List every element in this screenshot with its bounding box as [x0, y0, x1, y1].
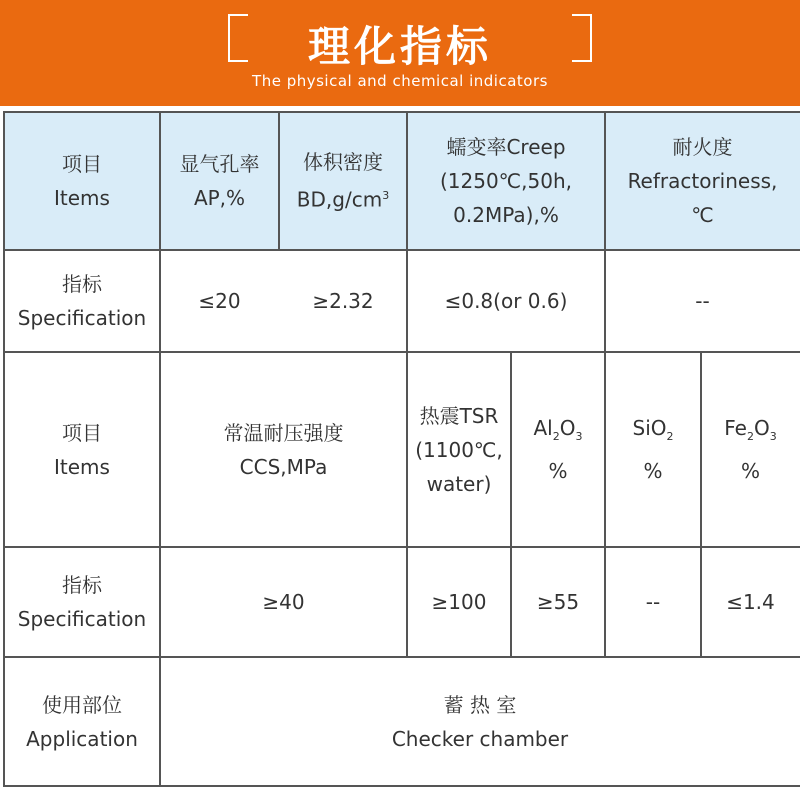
application-label-cn: 使用部位 — [42, 692, 122, 717]
fe2o3-header — [701, 352, 800, 547]
fe2o3-unit: % — [740, 459, 760, 483]
row4-spec-label — [4, 547, 160, 657]
al2o3-part-a: Al — [533, 416, 553, 440]
refractoriness-label-3: ℃ — [691, 203, 714, 227]
grid-line-v-creep — [604, 111, 606, 657]
title-banner — [0, 0, 800, 106]
items-label-en: Items — [54, 186, 110, 210]
al2o3-sub-2: 3 — [575, 430, 583, 443]
al2o3-formula — [534, 411, 583, 454]
application-value — [160, 657, 800, 786]
grid-line-v-sio2 — [700, 351, 702, 657]
al2o3-unit: % — [548, 459, 568, 483]
sio2-header — [605, 352, 701, 547]
ap-label-cn: 显气孔率 — [179, 152, 260, 176]
sio2-formula — [633, 411, 674, 454]
sio2-unit: % — [643, 459, 663, 483]
banner-title: 理化指标 — [307, 22, 492, 71]
tsr-value: ≥100 — [431, 590, 487, 614]
items-label-cn: 项目 — [62, 152, 102, 176]
grid-line-h2 — [4, 351, 800, 353]
sio2-value: -- — [645, 590, 661, 614]
creep-label-2: (1250℃,50h, — [439, 169, 572, 193]
row2-spec-label — [4, 250, 160, 352]
refractoriness-value: -- — [695, 289, 710, 313]
spec-label-en: Specification — [17, 607, 147, 631]
ccs-value: ≥40 — [262, 590, 305, 614]
grid-line-h1 — [4, 249, 800, 251]
bd-unit: BD,g/cm — [296, 187, 383, 212]
refractoriness-label-1: 耐火度 — [672, 135, 733, 159]
ccs-label-cn: 常温耐压强度 — [223, 420, 344, 445]
bd-label-cn: 体积密度 — [303, 150, 383, 175]
spec-label-cn: 指标 — [62, 272, 102, 296]
refractoriness-label-2: Refractoriness, — [627, 169, 778, 193]
grid-line-h4 — [4, 656, 800, 658]
grid-line-bottom — [4, 785, 800, 787]
application-value-cn: 蓄 热 室 — [443, 692, 517, 717]
grid-line-v-ap — [278, 111, 280, 251]
tsr-label-3: water) — [426, 471, 492, 496]
fe2o3-value: ≤1.4 — [726, 590, 775, 614]
ap-label-en: AP,% — [193, 186, 246, 210]
grid-line-top — [4, 111, 800, 113]
row3-items-label — [4, 352, 160, 547]
ap-header — [160, 112, 279, 250]
row1-items-header — [4, 112, 160, 250]
grid-line-v-bd — [406, 111, 408, 657]
refractoriness-header — [605, 112, 800, 250]
bd-header — [279, 112, 407, 250]
grid-line-v-tsr — [510, 351, 512, 657]
creep-label-3: 0.2MPa),% — [453, 203, 559, 227]
application-value-en: Checker chamber — [391, 726, 569, 751]
spec-label-cn: 指标 — [62, 573, 102, 597]
application-label — [4, 657, 160, 786]
creep-value: ≤0.8(or 0.6) — [444, 289, 568, 313]
grid-line-left — [3, 111, 5, 787]
fe2o3-sub-1: 2 — [746, 430, 754, 443]
sio2-part-a: SiO — [632, 416, 667, 440]
sio2-sub-1: 2 — [666, 430, 674, 443]
fe2o3-formula — [724, 411, 776, 454]
items-label-en: Items — [54, 454, 110, 479]
tsr-label-1: 热震TSR — [419, 403, 499, 428]
al2o3-part-b: O — [559, 416, 576, 440]
grid-line-h3 — [4, 546, 800, 548]
al2o3-sub-1: 2 — [552, 430, 560, 443]
ap-value: ≤20 — [198, 289, 241, 313]
ccs-label-en: CCS,MPa — [239, 454, 328, 479]
bd-unit-superscript: 3 — [382, 189, 390, 203]
fe2o3-sub-2: 3 — [769, 430, 777, 443]
bd-label-en — [297, 179, 389, 217]
ccs-header — [160, 352, 407, 547]
fe2o3-part-b: O — [753, 416, 770, 440]
al2o3-value: ≥55 — [536, 590, 580, 614]
application-label-en: Application — [26, 726, 138, 751]
creep-label-1: 蠕变率Creep — [446, 135, 566, 159]
tsr-header — [407, 352, 511, 547]
bd-value: ≥2.32 — [312, 289, 374, 313]
fe2o3-part-a: Fe — [724, 416, 747, 440]
banner-subtitle: The physical and chemical indicators — [252, 72, 548, 90]
creep-header — [407, 112, 605, 250]
grid-line-v-label — [159, 111, 161, 787]
spec-label-en: Specification — [17, 306, 147, 330]
tsr-label-2: (1100℃, — [415, 437, 503, 462]
al2o3-header — [511, 352, 605, 547]
items-label-cn: 项目 — [62, 420, 102, 445]
